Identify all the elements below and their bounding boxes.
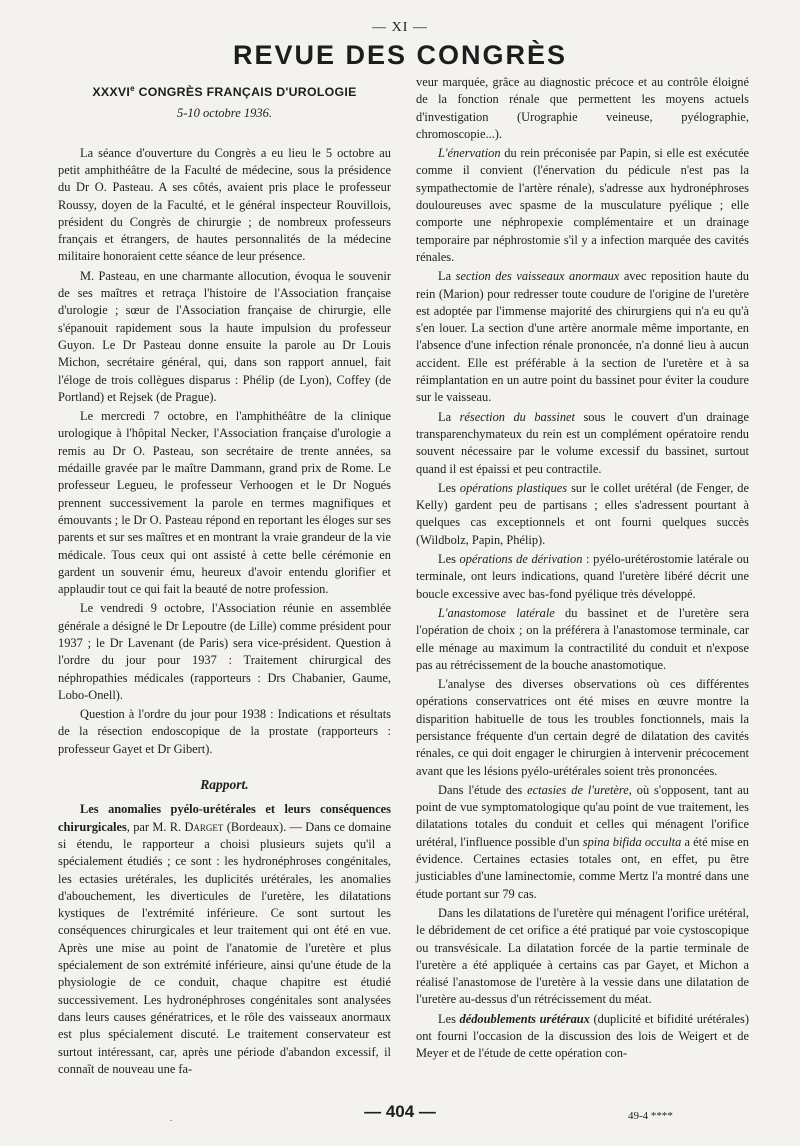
paragraph-opening-session: La séance d'ouverture du Congrès a eu lieu le 5 octobre au petit amphithéâtre de la Faculté de médecine, sous la présidence du Dr O. Pasteau. A ses côtés, avaient pris place le professeur Roussy, doyen de la Faculté, et le général inspecteur Rouvillois, président du Congrès de chirurgie ; de nombreux professeurs français et étrangers, de hautes personnalités de la médecine militaire honoraient cette séance de leur présence. <box>58 145 391 264</box>
term-operations-plastiques: opérations plastiques <box>459 480 568 495</box>
dedoublements-text: (duplicité et bifidité urétérales) ont fourni l'occasion de la discussion des lois de Weigert et de Meyer et de l'étude de cette opération con- <box>416 1011 749 1061</box>
rapport-author: Darget <box>184 819 224 834</box>
ectasies-mid: , où s'opposent, tant au point de vue symptomatologique qu'au point de vue traitement, les dilatations totales du conduit et celles qui ménagent l'orifice urétéral, l'influence possible d'un <box>416 782 749 849</box>
congress-dates: 5-10 octobre 1936. <box>176 106 272 121</box>
paragraph-rapport-darget <box>58 801 391 1078</box>
paragraph-question-1938: Question à l'ordre du jour pour 1938 : Indications et résultats de la résection endoscopique de la prostate (rapporteurs : professeur Gayet et Dr Gibert). <box>58 707 391 756</box>
congress-number: XXXVI <box>92 85 131 100</box>
term-dedoublements: dédoublements urétéraux <box>459 1011 590 1026</box>
term-ectasies: ectasies de l'uretère <box>527 782 629 797</box>
paragraph-operations-plastiques <box>416 480 749 549</box>
paragraph-medal-ceremony: Le mercredi 7 octobre, en l'amphithéâtre de la clinique urologique à l'hôpital Necker, l'Association française d'urologie a remis au Dr O. Pasteau, son secrétaire de trente années, sa médaille gravée par le maître Dammann, grand prix de Rome. Le professeur Legueu, le professeur Verhoogen et le Dr Nogués prennent successivement la parole en termes magnifiques et émouvants ; le Dr O. Pasteau répond en reportant les éloges sur ses parents et sur ses maîtres et en montrant la vraie grandeur de la vie médicale. Tous ceux qui ont assisté à cette belle cérémonie en gardent un souvenir ému, heureux d'avoir entendu glorifier et applaudir tout ce qui fait la beauté de notre profession. <box>58 409 391 597</box>
plastiques-text: sur le collet urétéral (de Fenger, de Kelly) gardent peu de partisans ; elles s'adressent pourtant à quelques cas exceptionnels et ont fourni quelques succès (Wildbolz, Papin, Phélip). <box>416 480 749 547</box>
plastiques-pre: Les <box>438 480 460 495</box>
term-spina-bifida: spina bifida occulta <box>582 834 682 849</box>
paragraph-continuation: veur marquée, grâce au diagnostic précoce et au contrôle éloigné de la fonction rénale que permettent les moyens actuels d'investigation (Urographie veineuse, pyélographie, chromoscopie...). <box>416 75 749 141</box>
term-resection-bassinet: résection du bassinet <box>459 409 575 424</box>
term-section-vaisseaux: section des vaisseaux anormaux <box>455 269 620 284</box>
left-column <box>58 74 391 1080</box>
congress-heading <box>58 80 391 101</box>
anastomose-text: du bassinet et de l'uretère sera l'opération de choix ; on la préférera à l'anastomose terminale, car elle ménage au maximum la contractilité du conduit et n'expose pas au rétrécissement de la bouche anastomotique. <box>416 605 749 672</box>
print-tick-mark: . <box>170 1114 172 1123</box>
journal-title: REVUE DES CONGRÈS <box>232 40 568 70</box>
resection-text: sous le couvert d'un drainage transparenchymateux du rein est un complément opératoire rendu souvent nécessaire par le volume excessif du bassinet, surtout quand il est épaissi et peu contractile. <box>416 409 750 476</box>
print-code: 49-4 **** <box>628 1110 673 1122</box>
rapport-title: Les anomalies pyélo-urétérales et leurs conséquences chirurgicales <box>58 802 391 834</box>
roman-page-number: — XI — <box>372 20 428 35</box>
paragraph-dilatations: Dans les dilatations de l'uretère qui ménagent l'orifice urétéral, le débridement de cet orifice a été pratiqué par voie cystoscopique ou transvésicale. La dilatation forcée de la partie terminale de l'uretère a été appliquée à certains cas par Gayet, et Michon a réalisé l'anastomose de l'uretère à la vessie dans une dilatation de l'uretère au-dessus d'un rétrécissement du méat. <box>416 905 749 1007</box>
section-vaisseaux-text: avec reposition haute du rein (Marion) pour redresser toute coudure de l'origine de l'uretère est adoptée par l'immense majorité des chirurgiens qui n'a eu qu'à s'en louer. La section d'une artère anormale même importante, en l'absence d'une infection rénale prononcée, n'a donné lieu à aucun accident. Elle est préférable à la section de l'uretère et à sa réimplantation en un autre point du bassinet pour éviter la coudure sur le vaisseau. <box>416 269 749 405</box>
congress-name: CONGRÈS FRANÇAIS D'UROLOGIE <box>138 85 357 100</box>
congress-number-suffix: e <box>130 84 135 93</box>
enervation-text: du rein préconisée par Papin, si elle est exécutée comme il convient (l'énervation du pédicule n'est pas la sympathectomie de l'artère rénale), s'adresse aux hydronéphroses douloureuses avec spasme de la musculature pyélique ; elle comporte une néphropexie complémentaire et un drainage temporaire par néphrostomie s'il y a infection marquée des cavités rénales. <box>416 146 749 264</box>
paragraph-ectasies <box>416 782 749 903</box>
paragraph-operations-derivation <box>416 551 749 603</box>
rapport-body: (Bordeaux). — Dans ce domaine si étendu, le rapporteur a choisi plusieurs sujets qu'il a spécialement étudiés ; ce sont : les hydronéphroses congénitales, les ectasies urétérales, les duplicités urétérales, les anomalies d'abouchement, les diverticules de l'uretère, les dilatations kystiques de l'extrémité inférieure. Ce sont surtout les conséquences chirurgicales et leur traitement qui ont été en vue. Après une mise au point de l'anatomie de l'uretère et plus spécialement de son extrémité inférieure, ainsi qu'une étude de la physiologie de ce conduit, chaque chapitre est étudié successivement. Les hydronéphroses congénitales sont analysées dans leurs causes génératrices, et le rôle des vaisseaux anormaux est plus spécialement discuté. Le traitement conservateur est surtout intéressant, car, après une période d'abandon excessif, il connaît de nouveau une fa- <box>58 819 392 1076</box>
ectasies-text: a été mise en évidence. Certaines ectasies totales ont, en effet, pu être justiciables d'une laminectomie, comme Mertz l'a montré dans une étude portant sur 79 cas. <box>416 834 749 901</box>
page-number: — 404 — <box>364 1102 436 1121</box>
term-anastomose-laterale: L'anastomose latérale <box>438 605 555 620</box>
paragraph-enervation <box>416 145 749 266</box>
rapport-heading: Rapport. <box>200 777 249 793</box>
term-enervation: L'énervation <box>438 146 501 161</box>
dedoublements-pre: Les <box>438 1011 460 1026</box>
derivation-pre: Les <box>438 552 460 567</box>
paragraph-section-vaisseaux <box>416 268 749 406</box>
section-vaisseaux-pre: La <box>438 269 456 284</box>
ectasies-pre: Dans l'étude des <box>438 782 528 797</box>
term-operations-derivation: opérations de dérivation <box>459 552 583 567</box>
derivation-text: : pyélo-urétérostomie latérale ou terminale, ont leurs indications, quand l'uretère libéré décrit une boucle excessive avec bas-fond pyélique très développé. <box>416 552 749 601</box>
right-column <box>416 74 749 1065</box>
rapport-by: , par M. R. <box>126 819 185 834</box>
paragraph-general-assembly: Le vendredi 9 octobre, l'Association réunie en assemblée générale a désigné le Dr Lepoutre (de Lille) comme président pour 1937 ; le Dr Lavenant (de Paris) sera vice-président. Question à l'ordre du jour pour 1937 : Traitement chirurgical des néphropathies médicales (rapporteurs : Drs Chabanier, Gaume, Lobo-Onell). <box>58 601 391 702</box>
paragraph-anastomose-laterale <box>416 605 749 674</box>
paragraph-pasteau-address: M. Pasteau, en une charmante allocution, évoqua le souvenir de ses maîtres et retraça l'histoire de l'Association française d'urologie ; sœur de l'Association française de chirurgie, elle s'épanouit rapidement sous la haute impulsion du professeur Guyon. Le Dr Pasteau donne ensuite la parole au Dr Louis Michon, secrétaire général, qui, dans son rapport annuel, fait l'éloge de trois collègues disparus : Phélip (de Lyon), Coffey (de Portland) et Rejsek (de Prague). <box>58 268 391 404</box>
paragraph-resection-bassinet <box>416 409 749 478</box>
paragraph-dedoublements <box>416 1011 749 1063</box>
paragraph-analyse-observations: L'analyse des diverses observations où ces différentes opérations conservatrices ont été mises en œuvre montre la disparition habituelle de tous les troubles fonctionnels, mais la persistance fréquente d'un certain degré de dilatation des cavités rénales, ce qui doit engager le chirurgien à intervenir précocement avant que les lésions pyélo-urétérales soient très prononcées. <box>416 677 749 778</box>
resection-pre: La <box>438 409 460 424</box>
